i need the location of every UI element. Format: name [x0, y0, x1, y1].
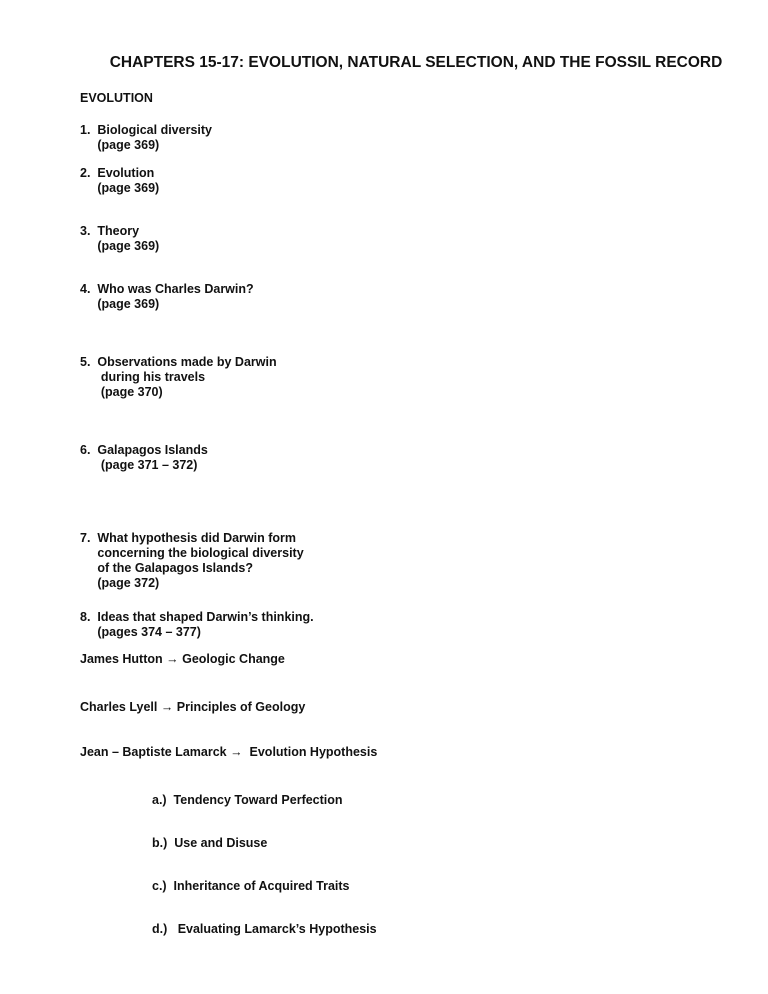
- lamarck-point-b: b.) Use and Disuse: [152, 836, 268, 850]
- section-heading: EVOLUTION: [80, 91, 153, 105]
- question-text: 5. Observations made by Darwin: [80, 355, 277, 369]
- question-page: (page 369): [80, 181, 160, 195]
- influence-lyell: Charles Lyell → Principles of Geology: [80, 700, 306, 714]
- question-text: 1. Biological diversity: [80, 123, 212, 137]
- question-text: 3. Theory: [80, 224, 140, 238]
- question-page: (page 369): [80, 297, 160, 311]
- lamarck-point-a: a.) Tendency Toward Perfection: [152, 793, 343, 807]
- question-text: 2. Evolution: [80, 166, 155, 180]
- question-page: (page 372): [80, 576, 160, 590]
- question-text: 6. Galapagos Islands: [80, 443, 208, 457]
- question-page: (page 370): [80, 385, 163, 399]
- question-text: 8. Ideas that shaped Darwin’s thinking.: [80, 610, 314, 624]
- question-page: (page 371 – 372): [80, 458, 198, 472]
- question-text: 7. What hypothesis did Darwin form: [80, 531, 296, 545]
- question-text: during his travels: [80, 370, 206, 384]
- question-text: of the Galapagos Islands?: [80, 561, 253, 575]
- lamarck-point-d: d.) Evaluating Lamarck’s Hypothesis: [152, 922, 377, 936]
- question-text: 4. Who was Charles Darwin?: [80, 282, 254, 296]
- question-text: concerning the biological diversity: [80, 546, 304, 560]
- influence-lamarck: Jean – Baptiste Lamarck → Evolution Hypothesis: [80, 745, 378, 759]
- influence-hutton: James Hutton → Geologic Change: [80, 652, 285, 666]
- page-title: CHAPTERS 15-17: EVOLUTION, NATURAL SELECTION, AND THE FOSSIL RECORD: [109, 54, 723, 71]
- question-page: (page 369): [80, 138, 160, 152]
- lamarck-point-c: c.) Inheritance of Acquired Traits: [152, 879, 350, 893]
- question-page: (page 369): [80, 239, 160, 253]
- question-page: (pages 374 – 377): [80, 625, 201, 639]
